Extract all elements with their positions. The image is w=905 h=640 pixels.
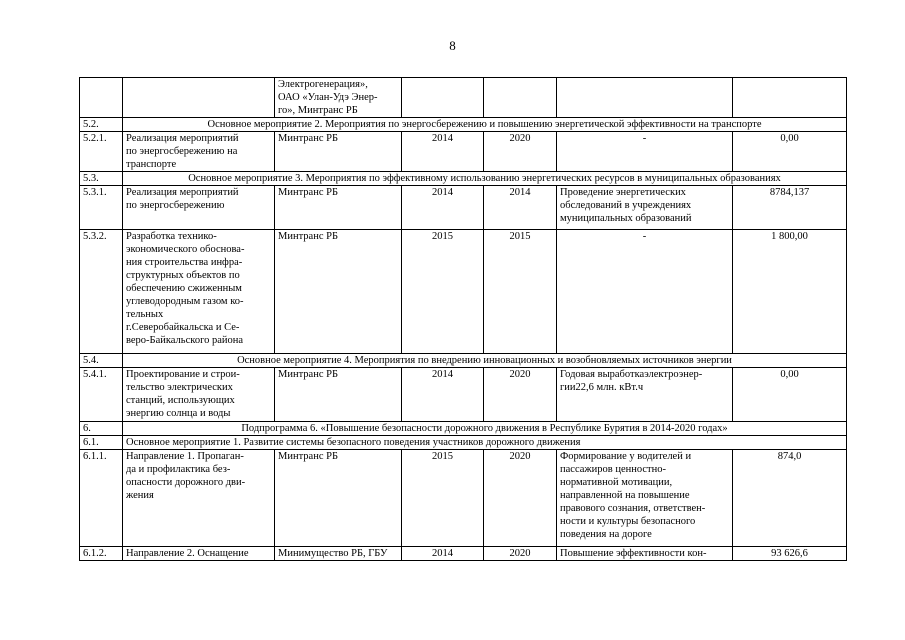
executor-cell: Минтранс РБ xyxy=(275,450,402,547)
section-row xyxy=(80,118,847,132)
result-cell: Формирование у водителей и пассажиров ценностно- нормативной мотивации, направленной на повышение правового сознания, ответствен- ности и культуры безопасного поведения на дороге xyxy=(557,450,733,547)
start-year-cell: 2014 xyxy=(402,132,484,172)
section-title: Основное мероприятие 3. Мероприятия по эффективному использованию энергетических ресурсов в муниципальных образованиях xyxy=(123,172,847,186)
activity-name-cell xyxy=(123,78,275,118)
row-number-cell: 6.1.1. xyxy=(80,450,123,547)
executor-cell: Минтранс РБ xyxy=(275,132,402,172)
start-year-cell: 2014 xyxy=(402,547,484,561)
result-cell: Годовая выработкаэлектроэнер- гии22,6 млн. кВт.ч xyxy=(557,368,733,422)
section-row xyxy=(80,172,847,186)
result-cell xyxy=(557,78,733,118)
activity-name-cell: Разработка технико- экономического обоснова- ния строительства инфра- структурных объектов по обеспечению сжиженным углеводородным газом ко- тельных г.Северобайкальска и Се- веро-Байкальского района xyxy=(123,230,275,354)
table-row xyxy=(80,450,847,547)
row-number-cell xyxy=(80,78,123,118)
start-year-cell: 2015 xyxy=(402,450,484,547)
result-cell: - xyxy=(557,132,733,172)
table-row xyxy=(80,132,847,172)
amount-cell: 8784,137 xyxy=(733,186,847,230)
section-row xyxy=(80,354,847,368)
table-row xyxy=(80,230,847,354)
result-cell: Повышение эффективности кон- xyxy=(557,547,733,561)
row-number-cell: 5.4. xyxy=(80,354,123,368)
row-number-cell: 6.1.2. xyxy=(80,547,123,561)
amount-cell xyxy=(733,78,847,118)
end-year-cell xyxy=(484,78,557,118)
executor-cell: Минтранс РБ xyxy=(275,368,402,422)
section-row xyxy=(80,436,847,450)
activity-name-cell: Реализация мероприятий по энергосбережению xyxy=(123,186,275,230)
row-number-cell: 6.1. xyxy=(80,436,123,450)
end-year-cell: 2015 xyxy=(484,230,557,354)
table-row xyxy=(80,78,847,118)
row-number-cell: 5.2.1. xyxy=(80,132,123,172)
activity-name-cell: Направление 2. Оснащение xyxy=(123,547,275,561)
end-year-cell: 2020 xyxy=(484,132,557,172)
table-row xyxy=(80,547,847,561)
activity-name-cell: Реализация мероприятий по энергосбережению на транспорте xyxy=(123,132,275,172)
amount-cell: 1 800,00 xyxy=(733,230,847,354)
subprogram-title: Подпрограмма 6. «Повышение безопасности дорожного движения в Республике Бурятия в 2014-2020 годах» xyxy=(123,422,847,436)
section-title: Основное мероприятие 2. Мероприятия по энергосбережению и повышению энергетической эффективности на транспорте xyxy=(123,118,847,132)
row-number-cell: 6. xyxy=(80,422,123,436)
end-year-cell: 2020 xyxy=(484,450,557,547)
executor-cell: Минтранс РБ xyxy=(275,230,402,354)
start-year-cell xyxy=(402,78,484,118)
result-cell: - xyxy=(557,230,733,354)
executor-cell: Электрогенерация», ОАО «Улан-Удэ Энер- го», Минтранс РБ xyxy=(275,78,402,118)
amount-cell: 93 626,6 xyxy=(733,547,847,561)
section-title: Основное мероприятие 4. Мероприятия по внедрению инновационных и возобновляемых источников энергии xyxy=(123,354,847,368)
amount-cell: 0,00 xyxy=(733,368,847,422)
table-row xyxy=(80,186,847,230)
row-number-cell: 5.4.1. xyxy=(80,368,123,422)
end-year-cell: 2020 xyxy=(484,547,557,561)
row-number-cell: 5.3.2. xyxy=(80,230,123,354)
result-cell: Проведение энергетических обследований в учреждениях муниципальных образований xyxy=(557,186,733,230)
row-number-cell: 5.3. xyxy=(80,172,123,186)
executor-cell: Минтранс РБ xyxy=(275,186,402,230)
activity-name-cell: Направление 1. Пропаган- да и профилактика без- опасности дорожного дви- жения xyxy=(123,450,275,547)
executor-cell: Минимущество РБ, ГБУ xyxy=(275,547,402,561)
table-row xyxy=(80,368,847,422)
start-year-cell: 2015 xyxy=(402,230,484,354)
end-year-cell: 2020 xyxy=(484,368,557,422)
row-number-cell: 5.3.1. xyxy=(80,186,123,230)
section-row xyxy=(80,422,847,436)
activity-name-cell: Проектирование и строи- тельство электрических станций, использующих энергию солнца и воды xyxy=(123,368,275,422)
end-year-cell: 2014 xyxy=(484,186,557,230)
amount-cell: 0,00 xyxy=(733,132,847,172)
row-number-cell: 5.2. xyxy=(80,118,123,132)
start-year-cell: 2014 xyxy=(402,186,484,230)
amount-cell: 874,0 xyxy=(733,450,847,547)
page-number: 8 xyxy=(449,38,456,53)
start-year-cell: 2014 xyxy=(402,368,484,422)
section-title: Основное мероприятие 1. Развитие системы безопасного поведения участников дорожного движения xyxy=(123,436,847,450)
program-table xyxy=(79,77,847,561)
